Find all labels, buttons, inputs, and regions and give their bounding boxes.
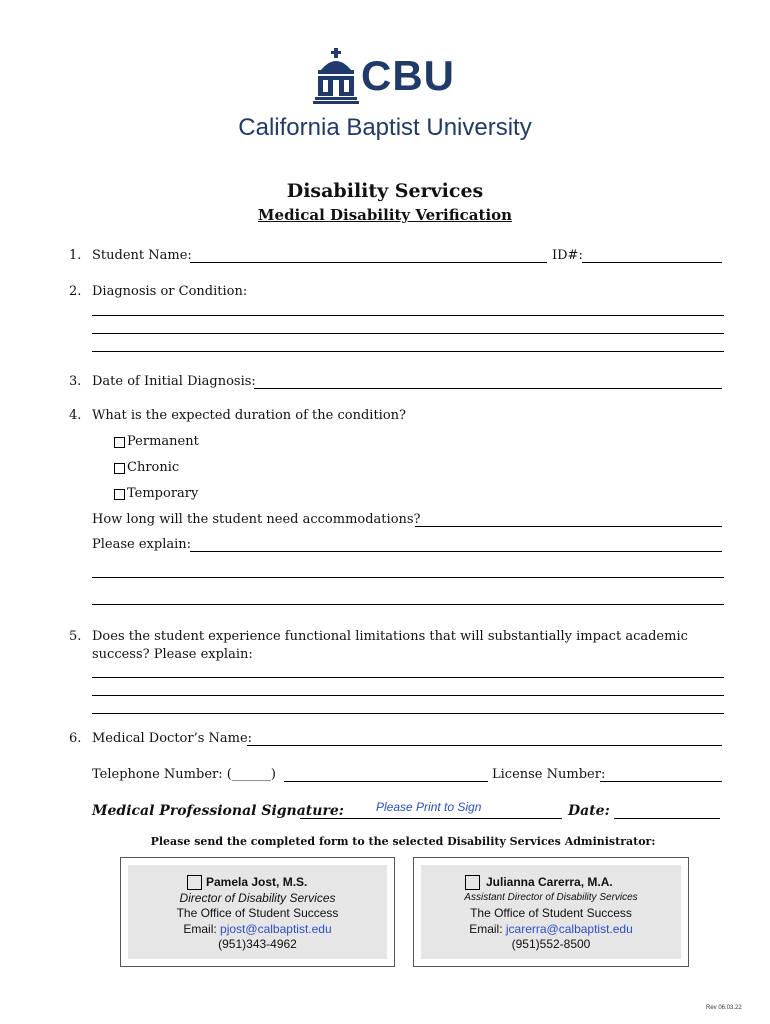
duration-question: What is the expected duration of the condition? <box>92 408 406 423</box>
chronic-checkbox[interactable] <box>114 463 125 474</box>
contact-jost-title: Director of Disability Services <box>179 891 336 905</box>
chronic-label: Chronic <box>127 460 180 475</box>
duration-explain-field-3[interactable] <box>92 604 724 605</box>
license-number-label: License Number: <box>492 767 606 782</box>
contact-carerra-office: The Office of Student Success <box>470 906 632 920</box>
accommodation-length-field[interactable] <box>415 526 722 527</box>
duration-explain-label: Please explain: <box>92 537 192 552</box>
limitations-field-line-1[interactable] <box>92 677 724 678</box>
q6-number: 6. <box>69 731 82 746</box>
q1-number: 1. <box>69 248 82 263</box>
telephone-field[interactable] <box>284 781 488 782</box>
telephone-label: Telephone Number: (______) <box>92 767 276 782</box>
university-name: California Baptist University <box>238 114 532 141</box>
license-number-field[interactable] <box>600 781 722 782</box>
contact-card-carerra <box>413 857 689 967</box>
contact-carerra-phone: (951)552-8500 <box>511 937 591 951</box>
doctor-name-label: Medical Doctor’s Name: <box>92 731 253 746</box>
q4-number: 4. <box>69 408 82 423</box>
contact-card-jost-inner <box>128 865 387 959</box>
permanent-checkbox[interactable] <box>114 437 125 448</box>
q5-number: 5. <box>69 629 82 644</box>
q2-number: 2. <box>69 284 82 299</box>
contact-carerra-email-row <box>421 922 681 936</box>
contact-jost-email-link[interactable]: pjost@calbaptist.edu <box>220 922 332 936</box>
contact-jost-phone: (951)343-4962 <box>218 937 297 951</box>
contact-carerra-name: Julianna Carerra, M.A. <box>486 875 613 889</box>
accommodation-length-label: How long will the student need accommodations? <box>92 512 421 527</box>
temporary-checkbox[interactable] <box>114 489 125 500</box>
send-instruction: Please send the completed form to the selected Disability Services Administrator: <box>150 835 656 848</box>
contact-jost-email-label: Email: <box>183 922 217 936</box>
contact-carerra-email-link[interactable]: jcarerra@calbaptist.edu <box>505 922 633 936</box>
permanent-label: Permanent <box>127 434 199 449</box>
initial-diagnosis-date-field[interactable] <box>254 388 722 389</box>
diagnosis-field-line-1[interactable] <box>92 315 724 316</box>
logo-mark-text: CBU <box>361 52 455 99</box>
student-name-label: Student Name: <box>92 248 192 263</box>
select-carerra-checkbox[interactable] <box>465 875 480 890</box>
student-id-field[interactable] <box>582 262 722 263</box>
page-title: Disability Services <box>286 180 484 202</box>
select-jost-checkbox[interactable] <box>187 875 202 890</box>
contact-carerra-email-label: Email: <box>469 922 503 936</box>
contact-carerra-title: Assistant Director of Disability Services <box>464 892 638 903</box>
diagnosis-field-line-3[interactable] <box>92 351 724 352</box>
contact-card-carerra-inner <box>421 865 681 959</box>
student-id-label: ID#: <box>552 248 583 263</box>
chapel-icon <box>313 48 359 104</box>
student-name-field[interactable] <box>190 262 547 263</box>
signature-label: Medical Professional Signature: <box>92 803 344 819</box>
contact-jost-name: Pamela Jost, M.S. <box>206 875 308 889</box>
cbu-logo <box>313 48 463 104</box>
limitations-field-line-2[interactable] <box>92 695 724 696</box>
contact-jost-office: The Office of Student Success <box>176 906 339 920</box>
initial-diagnosis-date-label: Date of Initial Diagnosis: <box>92 374 256 389</box>
signature-field[interactable] <box>300 818 562 819</box>
limitations-question-line-1: Does the student experience functional limitations that will substantially impact academic <box>92 629 688 644</box>
limitations-question-line-2: success? Please explain: <box>92 647 253 662</box>
contact-card-jost <box>120 857 395 967</box>
revision-note: Rev 06.03.22 <box>706 1005 742 1011</box>
contact-jost-email-row <box>128 922 387 936</box>
page-subtitle: Medical Disability Verification <box>257 206 513 224</box>
diagnosis-field-line-2[interactable] <box>92 333 724 334</box>
signature-hint: Please Print to Sign <box>376 800 482 814</box>
diagnosis-label: Diagnosis or Condition: <box>92 284 248 299</box>
q3-number: 3. <box>69 374 82 389</box>
limitations-field-line-3[interactable] <box>92 713 724 714</box>
duration-explain-field-1[interactable] <box>190 551 722 552</box>
duration-explain-field-2[interactable] <box>92 577 724 578</box>
temporary-label: Temporary <box>127 486 199 501</box>
doctor-name-field[interactable] <box>247 745 722 746</box>
date-field[interactable] <box>614 818 720 819</box>
date-label: Date: <box>568 803 610 819</box>
